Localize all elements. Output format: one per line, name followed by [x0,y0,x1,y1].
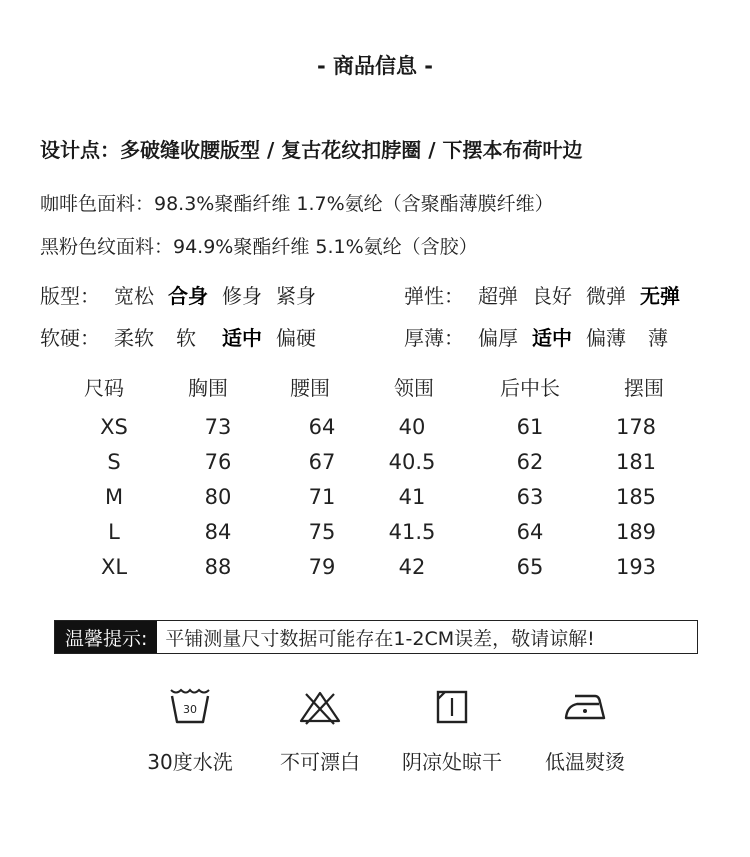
header-cell-back-length: 后中长 [500,376,560,400]
measurement-notice [54,620,698,654]
fabric-line-blackpink: 黑粉色纹面料：94.9%聚酯纤维 5.1%氨纶（含胶） [40,236,478,258]
no-bleach-icon [298,686,342,726]
attr-thickness [404,322,668,351]
attr-softness-option: 软 [176,326,196,350]
table-cell: 65 [516,555,544,579]
table-cell: M [104,485,124,509]
attr-elasticity-option: 微弹 [586,284,626,308]
page-title: - 商品信息 - [316,54,434,78]
attr-fit-option: 宽松 [114,284,154,308]
header-cell-waist: 腰围 [290,376,330,400]
attr-softness-option: 偏硬 [276,326,316,350]
attr-thickness-option: 偏厚 [478,326,518,350]
table-cell: 40 [398,415,426,439]
attr-fit-label: 版型： [40,284,100,308]
table-cell: 64 [308,415,336,439]
table-cell: 178 [615,415,657,439]
table-cell: 79 [308,555,336,579]
dry-shade-icon [430,686,474,726]
table-cell: 76 [204,450,232,474]
table-cell: 42 [398,555,426,579]
attr-elasticity [404,280,680,309]
table-cell: 75 [308,520,336,544]
table-cell: 185 [615,485,657,509]
table-cell: 64 [516,520,544,544]
attr-thickness-option: 薄 [648,326,668,350]
attr-fit-option-selected: 合身 [168,284,208,308]
table-cell: 189 [615,520,657,544]
care-label-bleach: 不可漂白 [280,750,360,774]
table-cell: 41 [398,485,426,509]
attr-softness [40,322,316,351]
attr-thickness-label: 厚薄： [404,326,464,350]
header-cell-hem: 摆围 [624,376,664,400]
care-label-dry: 阴凉处晾干 [402,750,502,774]
attr-elasticity-option: 良好 [532,284,572,308]
table-cell: 41.5 [388,520,436,544]
attr-softness-option: 柔软 [114,326,154,350]
attr-softness-label: 软硬： [40,326,100,350]
wash-30-icon [168,686,212,726]
table-cell: 73 [204,415,232,439]
fabric-line-coffee: 咖啡色面料：98.3%聚酯纤维 1.7%氨纶（含聚酯薄膜纤维） [40,193,554,215]
attr-fit-option: 修身 [222,284,262,308]
table-cell: 193 [615,555,657,579]
attr-elasticity-option: 超弹 [478,284,518,308]
table-cell: L [108,520,120,544]
table-cell: 88 [204,555,232,579]
care-label-iron: 低温熨烫 [545,750,625,774]
table-cell: 67 [308,450,336,474]
care-label-wash: 30度水洗 [147,750,233,774]
header-cell-size: 尺码 [84,376,124,400]
attr-fit [40,280,316,309]
table-cell: 71 [308,485,336,509]
iron-low-icon [561,686,609,726]
care-item-iron [505,686,665,775]
table-cell: 181 [615,450,657,474]
header-cell-bust: 胸围 [188,376,228,400]
table-cell: 80 [204,485,232,509]
design-points: 设计点：多破缝收腰版型 / 复古花纹扣脖圈 / 下摆本布荷叶边 [40,138,583,162]
table-cell: XL [100,555,128,579]
table-cell: S [107,450,121,474]
table-cell: 84 [204,520,232,544]
table-cell: 62 [516,450,544,474]
attr-thickness-option-selected: 适中 [532,326,572,350]
notice-text: 平铺测量尺寸数据可能存在1-2CM误差，敬请谅解! [165,627,595,650]
table-cell: 61 [516,415,544,439]
table-cell: XS [100,415,128,439]
notice-label: 温馨提示: [55,621,157,653]
header-cell-collar: 领围 [394,376,434,400]
table-cell: 40.5 [388,450,436,474]
attr-elasticity-option-selected: 无弹 [640,284,680,308]
wash-temperature: 30 [183,703,197,716]
attr-elasticity-label: 弹性： [404,284,464,308]
attr-softness-option-selected: 适中 [222,326,262,350]
attr-fit-option: 紧身 [276,284,316,308]
attr-thickness-option: 偏薄 [586,326,626,350]
table-cell: 63 [516,485,544,509]
